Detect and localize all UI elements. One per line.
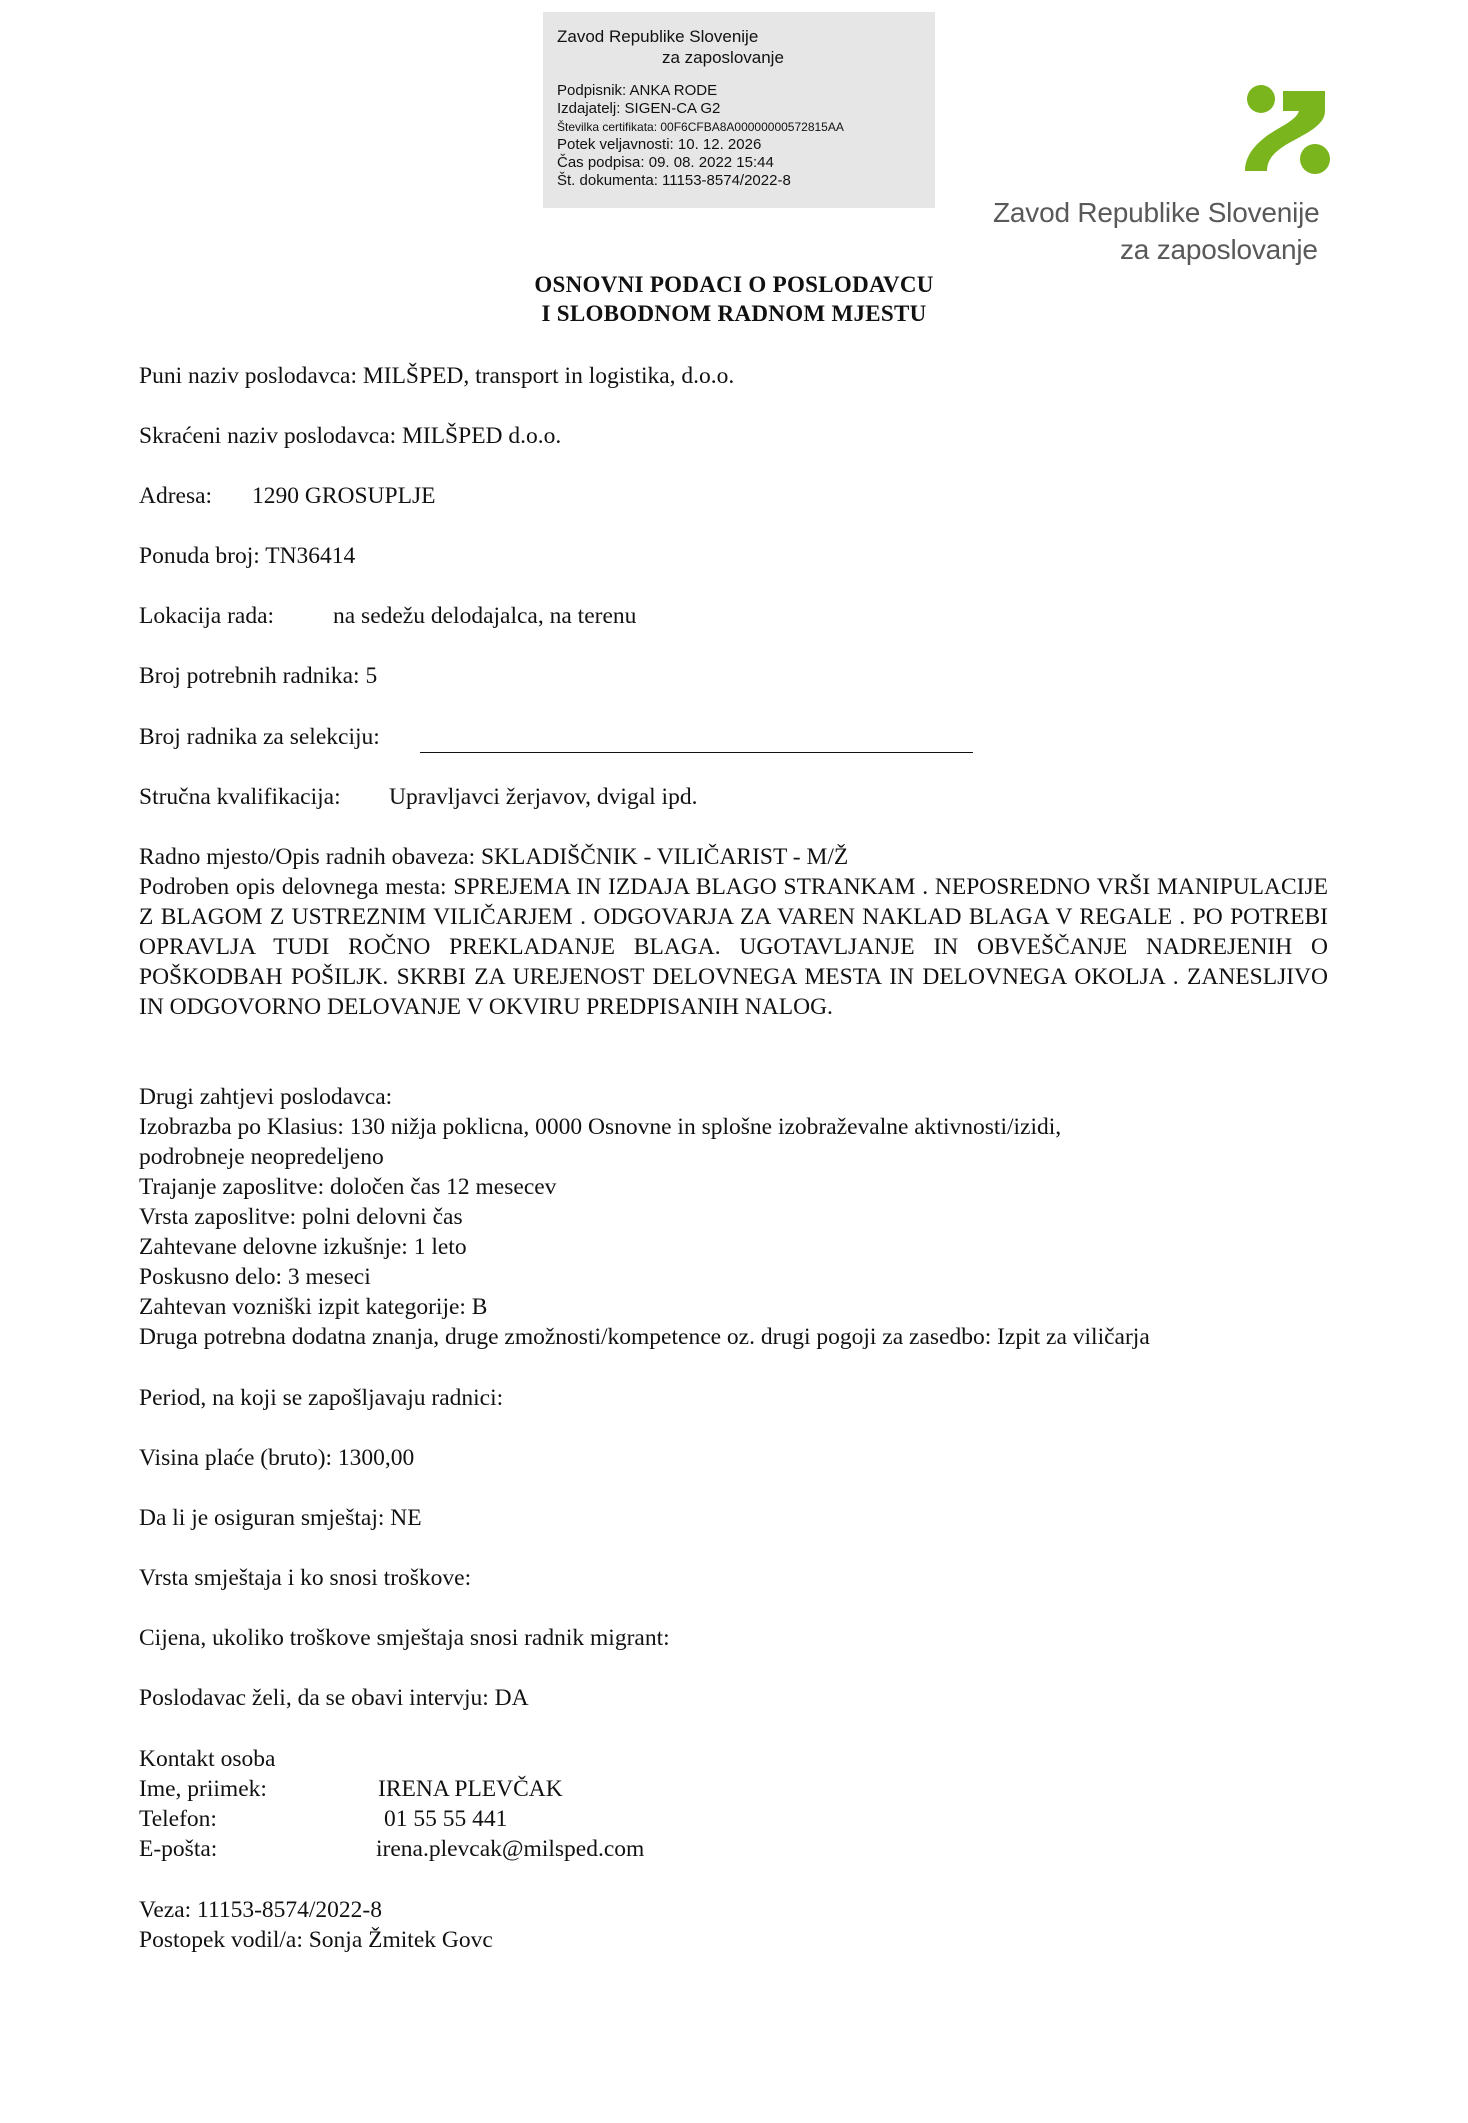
- qualification-value: Upravljavci žerjavov, dvigal ipd.: [389, 784, 698, 810]
- stamp-validity: Potek veljavnosti: 10. 12. 2026: [557, 136, 762, 153]
- requirement-duration: Trajanje zaposlitve: določen čas 12 mesecev: [139, 1174, 557, 1200]
- logo-text-line2: za zaposlovanje: [1120, 234, 1318, 265]
- employer-full-name: Puni naziv poslodavca: MILŠPED, transport in logistika, d.o.o.: [139, 363, 735, 389]
- stamp-org-line2: za zaposlovanje: [662, 48, 784, 67]
- reference-number: Veza: 11153-8574/2022-8: [139, 1897, 382, 1923]
- contact-name-value: IRENA PLEVČAK: [378, 1776, 563, 1802]
- position-title: Radno mjesto/Opis radnih obaveza: SKLADIŠČNIK - VILIČARIST - M/Ž: [139, 844, 849, 870]
- contact-phone-value: 01 55 55 441: [384, 1806, 508, 1832]
- employer-short-name: Skraćeni naziv poslodavca: MILŠPED d.o.o.: [139, 423, 562, 449]
- requirement-other: Druga potrebna dodatna znanja, druge zmožnosti/kompetence oz. drugi pogoji za zasedbo: Izpit za viličarja: [139, 1324, 1150, 1350]
- logo-text-line1: Zavod Republike Slovenije: [993, 197, 1320, 228]
- requirement-trial: Poskusno delo: 3 meseci: [139, 1264, 371, 1290]
- accommodation-provided: Da li je osiguran smještaj: NE: [139, 1505, 422, 1531]
- workers-for-selection-blank: [420, 752, 973, 753]
- stamp-signed-at: Čas podpisa: 09. 08. 2022 15:44: [557, 154, 774, 171]
- requirements-heading: Drugi zahtjevi poslodavca:: [139, 1084, 393, 1110]
- requirement-type: Vrsta zaposlitve: polni delovni čas: [139, 1204, 463, 1230]
- workers-needed: Broj potrebnih radnika: 5: [139, 663, 378, 689]
- contact-email-label: E-pošta:: [139, 1836, 218, 1862]
- address-label: Adresa:: [139, 483, 213, 509]
- employment-period: Period, na koji se zapošljavaju radnici:: [139, 1385, 504, 1411]
- stamp-signer: Podpisnik: ANKA RODE: [557, 82, 718, 99]
- contact-name-label: Ime, priimek:: [139, 1776, 267, 1802]
- requirement-education-2: podrobneje neopredeljeno: [139, 1144, 384, 1170]
- contact-email-value[interactable]: irena.plevcak@milsped.com: [376, 1836, 645, 1862]
- interview-required: Poslodavac želi, da se obavi intervju: DA: [139, 1685, 529, 1711]
- accommodation-type: Vrsta smještaja i ko snosi troškove:: [139, 1565, 472, 1591]
- work-location-label: Lokacija rada:: [139, 603, 275, 629]
- accommodation-price: Cijena, ukoliko troškove smještaja snosi radnik migrant:: [139, 1625, 670, 1651]
- gross-salary: Visina plaće (bruto): 1300,00: [139, 1445, 415, 1471]
- offer-number: Ponuda broj: TN36414: [139, 543, 356, 569]
- requirement-license: Zahtevan vozniški izpit kategorije: B: [139, 1294, 488, 1320]
- work-location-value: na sedežu delodajalca, na terenu: [333, 603, 637, 629]
- digital-signature-stamp: [543, 12, 935, 208]
- handled-by: Postopek vodil/a: Sonja Žmitek Govc: [139, 1927, 493, 1953]
- requirement-experience: Zahtevane delovne izkušnje: 1 leto: [139, 1234, 467, 1260]
- zrss-logo-icon: [1245, 85, 1333, 177]
- stamp-org-line1: Zavod Republike Slovenije: [557, 27, 759, 46]
- stamp-cert-number: Številka certifikata: 00F6CFBA8A00000000572815AA: [557, 120, 844, 134]
- requirement-education-1: Izobrazba po Klasius: 130 nižja poklicna, 0000 Osnovne in splošne izobraževalne aktivnosti/izidi,: [139, 1114, 1062, 1140]
- document-title-line2: I SLOBODNOM RADNOM MJESTU: [541, 301, 927, 326]
- contact-phone-label: Telefon:: [139, 1806, 217, 1832]
- qualification-label: Stručna kvalifikacija:: [139, 784, 341, 810]
- contact-heading: Kontakt osoba: [139, 1746, 276, 1772]
- document-title-line1: OSNOVNI PODACI O POSLODAVCU: [534, 272, 934, 297]
- stamp-issuer: Izdajatelj: SIGEN-CA G2: [557, 100, 721, 117]
- position-description: Podroben opis delovnega mesta: SPREJEMA IN IZDAJA BLAGO STRANKAM . NEPOSREDNO VRŠI MANIPULACIJE Z BLAGOM Z USTREZNIM VILIČARJEM . ODGOVARJA ZA VAREN NAKLAD BLAGA V REGALE . PO POTREBI OPRAVLJA TUDI ROČNO PREKLADANJE BLAGA. UGOTAVLJANJE IN OBVEŠČANJE NADREJENIH O POŠKODBAH POŠILJK. SKRBI ZA UREJENOST DELOVNEGA MESTA IN DELOVNEGA OKOLJA . ZANESLJIVO IN ODGOVORNO DELOVANJE V OKVIRU PREDPISANIH NALOG.: [139, 874, 1328, 1020]
- stamp-doc-number: Št. dokumenta: 11153-8574/2022-8: [557, 172, 791, 189]
- workers-for-selection: Broj radnika za selekciju:: [139, 724, 380, 750]
- address-value: 1290 GROSUPLJE: [252, 483, 436, 509]
